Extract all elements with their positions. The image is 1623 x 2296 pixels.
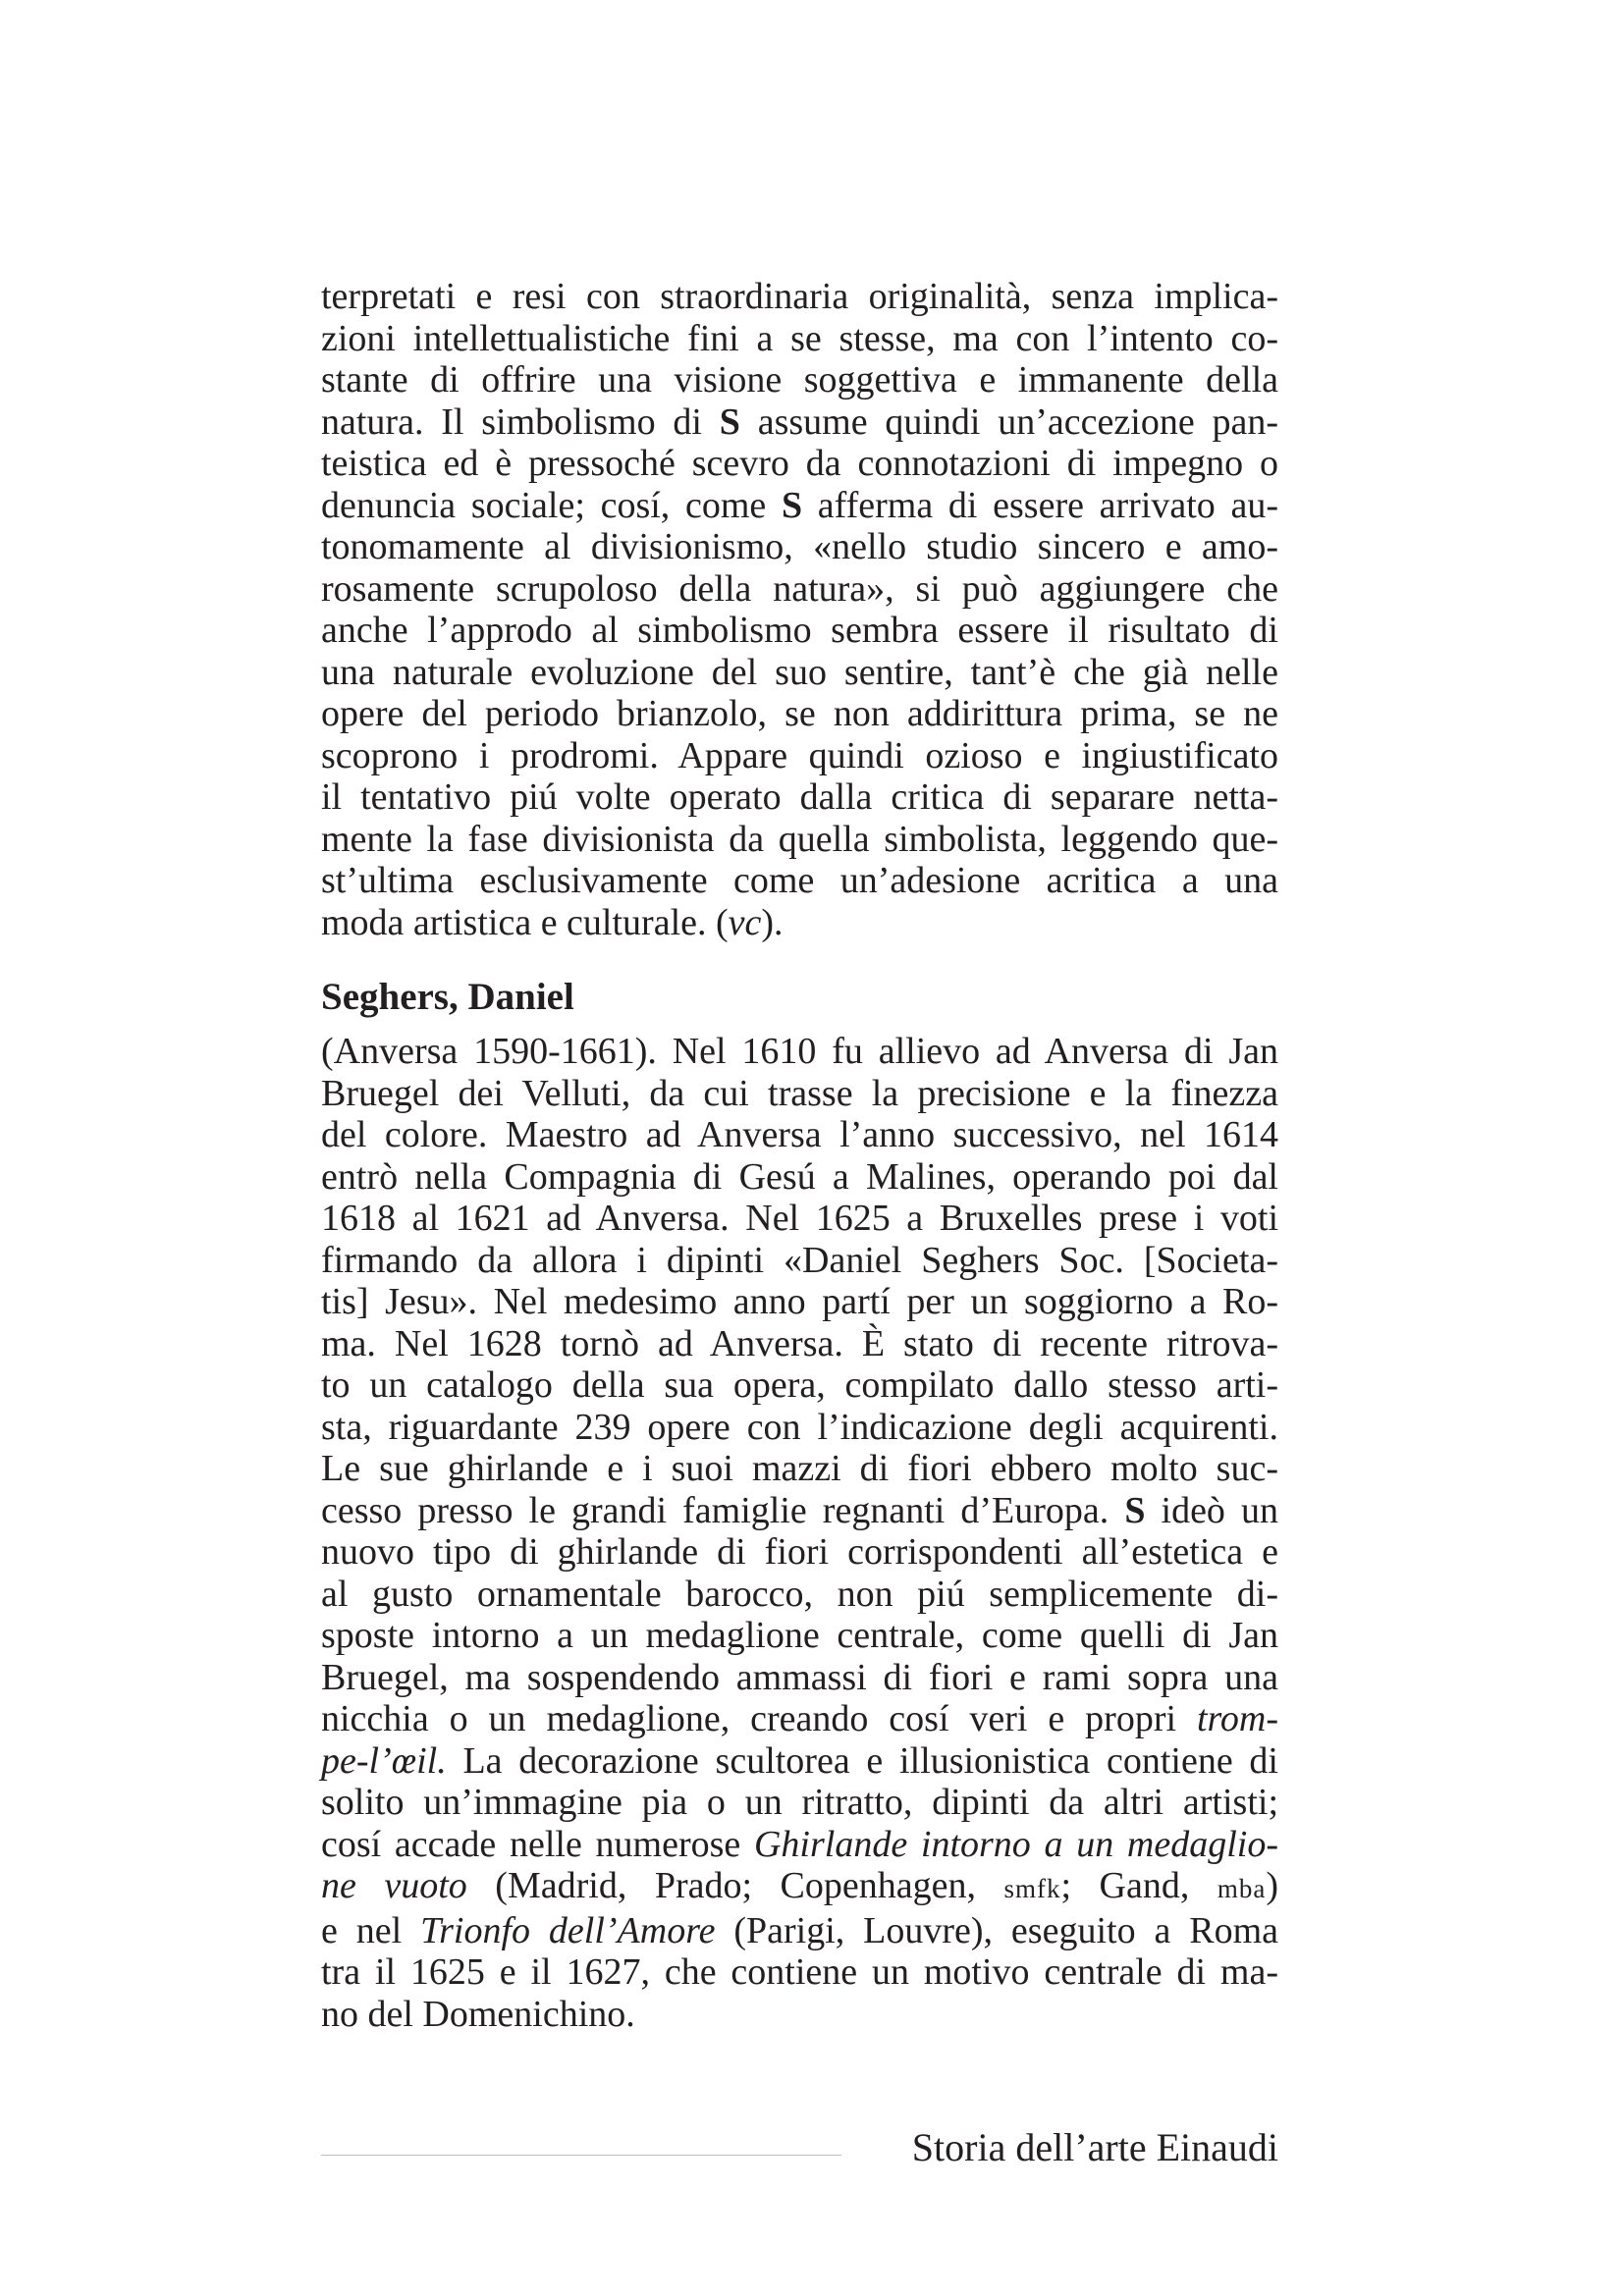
text-line: ma. Nel 1628 tornò ad Anversa. È stato di recente ritrova-: [321, 1322, 1278, 1364]
text-line: mente la fase divisionista da quella simbolista, leggendo que-: [321, 818, 1278, 860]
text-line: tra il 1625 e il 1627, che contiene un motivo centrale di ma-: [321, 1951, 1278, 1993]
page-footer: [321, 2118, 1278, 2177]
text-line: Le sue ghirlande e i suoi mazzi di fiori ebbero molto suc-: [321, 1448, 1278, 1489]
text-line: nuovo tipo di ghirlande di fiori corrispondenti all’estetica e: [321, 1531, 1278, 1573]
artwork-title: Ghirlande intorno a un medaglio-: [753, 1823, 1278, 1865]
entry-heading: Seghers, Daniel: [321, 976, 574, 1018]
entry-body: [321, 1031, 1278, 2035]
text-line: (Anversa 1590-1661). Nel 1610 fu allievo ad Anversa di Jan: [321, 1031, 1278, 1072]
text-line: una naturale evoluzione del suo sentire, tant’è che già nelle: [321, 651, 1278, 693]
text-line: teistica ed è pressoché scevro da connotazioni di impegno o: [321, 443, 1278, 484]
text-line: del colore. Maestro ad Anversa l’anno successivo, nel 1614: [321, 1114, 1278, 1155]
continued-paragraph: [321, 276, 1278, 943]
artist-abbrev: S: [719, 400, 740, 443]
text-line: tis] Jesu». Nel medesimo anno partí per un soggiorno a Ro-: [321, 1281, 1278, 1322]
museum-abbrev: smfk: [1003, 1874, 1061, 1903]
text-line: Bruegel, ma sospendendo ammassi di fiori e rami sopra una: [321, 1656, 1278, 1698]
text-line: e nel Trionfo dell’Amore (Parigi, Louvre), eseguito a Roma: [321, 1909, 1278, 1951]
text-line: opere del periodo brianzolo, se non addirittura prima, se ne: [321, 693, 1278, 734]
text-line: tonomamente al divisionismo, «nello studio sincero e amo-: [321, 526, 1278, 567]
text-line: al gusto ornamentale barocco, non piú semplicemente di-: [321, 1573, 1278, 1615]
text-line: sta, riguardante 239 opere con l’indicazione degli acquirenti.: [321, 1406, 1278, 1448]
text-line: terpretati e resi con straordinaria originalità, senza implica-: [321, 276, 1278, 317]
artist-abbrev: S: [1124, 1489, 1146, 1531]
italic-term: pe-l’œil.: [321, 1739, 447, 1782]
text-line: anche l’approdo al simbolismo sembra essere il risultato di: [321, 610, 1278, 651]
text-line: to un catalogo della sua opera, compilato dallo stesso arti-: [321, 1364, 1278, 1406]
text-line: zioni intellettualistiche fini a se stesse, ma con l’intento co-: [321, 317, 1278, 359]
text-line: solito un’immagine pia o un ritratto, dipinti da altri artisti;: [321, 1782, 1278, 1823]
text-line: no del Domenichino.: [321, 1993, 635, 2035]
text-line: cosí accade nelle numerose Ghirlande intorno a un medaglio-: [321, 1823, 1278, 1865]
text-line: nicchia o un medaglione, creando cosí veri e propri trom-: [321, 1698, 1278, 1739]
author-initials: vc: [728, 901, 762, 943]
text-line: rosamente scrupoloso della natura», si può aggiungere che: [321, 567, 1278, 610]
artwork-title: Trionfo dell’Amore: [420, 1909, 716, 1951]
text-line: sposte intorno a un medaglione centrale, come quelli di Jan: [321, 1615, 1278, 1656]
text-line: entrò nella Compagnia di Gesú a Malines, operando poi dal: [321, 1155, 1278, 1198]
footer-rule: [321, 2155, 841, 2156]
artwork-title: ne vuoto: [321, 1865, 467, 1906]
text-line: denuncia sociale; cosí, come S afferma di essere arrivato au-: [321, 484, 1279, 526]
text-line: 1618 al 1621 ad Anversa. Nel 1625 a Bruxelles prese i voti: [321, 1198, 1278, 1239]
text-line: il tentativo piú volte operato dalla critica di separare netta-: [321, 776, 1278, 818]
text-line: ne vuoto (Madrid, Prado; Copenhagen, smfk; Gand, mba): [321, 1865, 1278, 1906]
museum-abbrev: mba: [1217, 1874, 1267, 1903]
text-line: stante di offrire una visione soggettiva e immanente della: [321, 359, 1278, 400]
artist-abbrev: S: [781, 484, 803, 526]
text-line: Bruegel dei Velluti, da cui trasse la precisione e la finezza: [321, 1072, 1278, 1114]
footer-title: Storia dell’arte Einaudi: [911, 2125, 1278, 2169]
text-line: scoprono i prodromi. Appare quindi ozioso e ingiustificato: [321, 734, 1278, 776]
text-line: firmando da allora i dipinti «Daniel Seghers Soc. [Societa-: [321, 1239, 1278, 1281]
text-line: moda artistica e culturale. (vc).: [321, 901, 784, 943]
italic-term: trom-: [1196, 1698, 1278, 1739]
text-column: [321, 276, 1278, 2035]
text-line: pe-l’œil. La decorazione scultorea e illusionistica contiene di: [321, 1739, 1278, 1782]
text-line: st’ultima esclusivamente come un’adesione acritica a una: [321, 860, 1278, 901]
text-line: cesso presso le grandi famiglie regnanti d’Europa. S ideò un: [321, 1489, 1278, 1531]
text-line: natura. Il simbolismo di S assume quindi un’accezione pan-: [321, 400, 1278, 443]
